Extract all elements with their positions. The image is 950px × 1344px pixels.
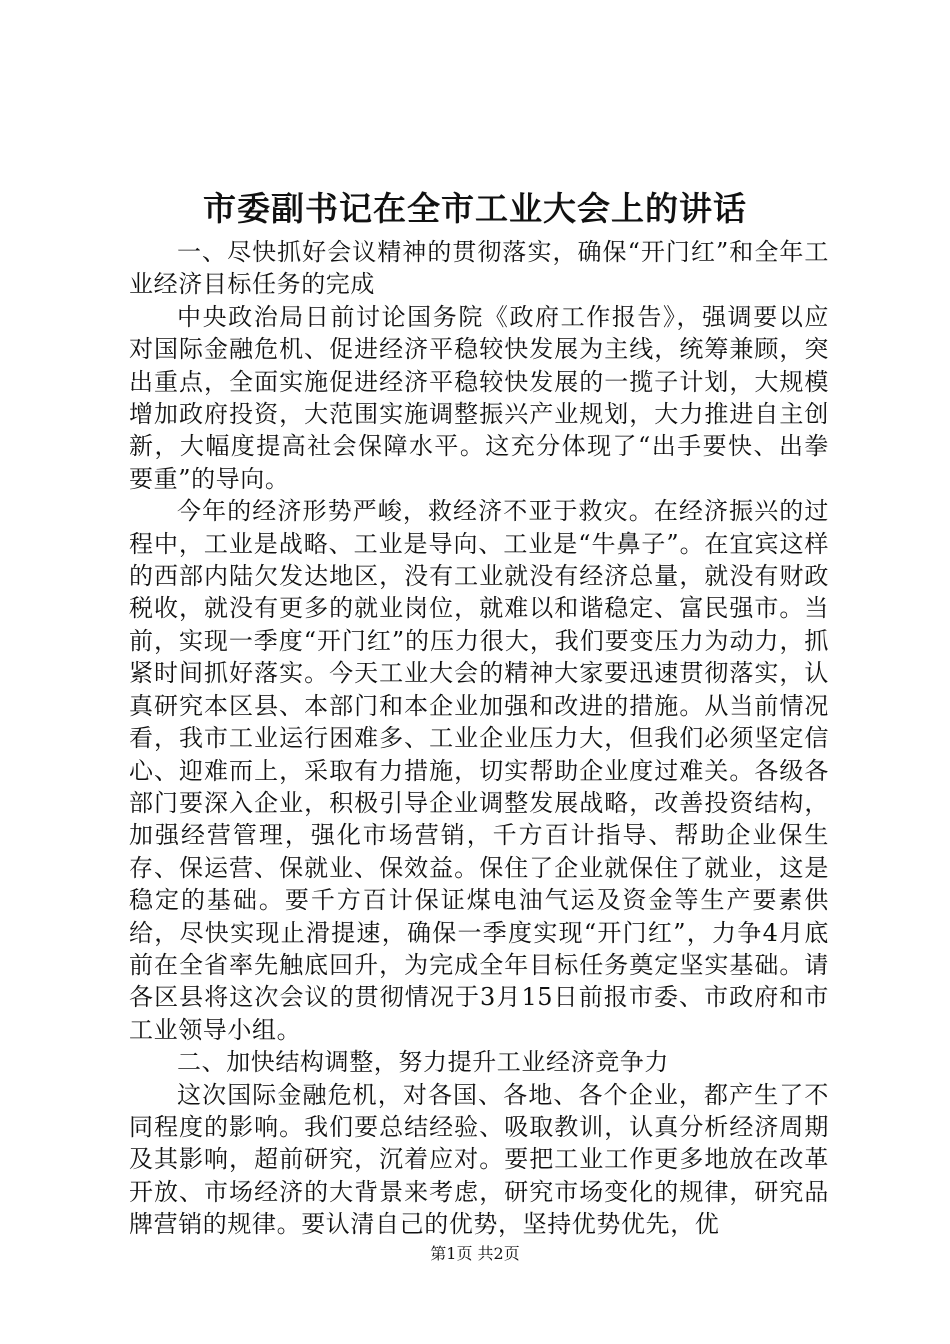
body-paragraph: 中央政治局日前讨论国务院《政府工作报告》，强调要以应对国际金融危机、促进经济平稳较快发展为主线，统筹兼顾，突出重点，全面实施促进经济平稳较快发展的一揽子计划，大规模增加政府投资，大范围实施调整振兴产业规划，大力推进自主创新，大幅度提高社会保障水平。这充分体现了“出手要快、出拳要重”的导向。: [129, 302, 829, 493]
body-paragraph: 今年的经济形势严峻，救经济不亚于救灾。在经济振兴的过程中，工业是战略、工业是导向、工业是“牛鼻子”。在宜宾这样的西部内陆欠发达地区，没有工业就没有经济总量，就没有财政税收，就没有更多的就业岗位，就难以和谐稳定、富民强市。当前，实现一季度“开门红”的压力很大，我们要变压力为动力，抓紧时间抓好落实。今天工业大会的精神大家要迅速贯彻落实，认真研究本区县、本部门和本企业加强和改进的措施。从当前情况看，我市工业运行困难多、工业企业压力大，但我们必须坚定信心、迎难而上，采取有力措施，切实帮助企业度过难关。各级各部门要深入企业，积极引导企业调整发展战略，改善投资结构，加强经营管理，强化市场营销，千方百计指导、帮助企业保生存、保运营、保就业、保效益。保住了企业就保住了就业，这是稳定的基础。要千方百计保证煤电油气运及资金等生产要素供给，尽快实现止滑提速，确保一季度实现“开门红”，力争4月底前在全省率先触底回升，为完成全年目标任务奠定坚实基础。请各区县将这次会议的贯彻情况于3月15日前报市委、市政府和市工业领导小组。: [129, 497, 829, 1044]
document-title: 市委副书记在全市工业大会上的讲话: [203, 189, 747, 228]
document-body: [129, 236, 829, 1241]
section-heading-2: 二、加快结构调整，努力提升工业经济竞争力: [177, 1048, 669, 1077]
page-footer: 第1页 共2页: [430, 1244, 520, 1263]
section-heading-1: 一、尽快抓好会议精神的贯彻落实，确保“开门红”和全年工业经济目标任务的完成: [129, 238, 829, 299]
body-paragraph: 这次国际金融危机，对各国、各地、各个企业，都产生了不同程度的影响。我们要总结经验、吸取教训，认真分析经济周期及其影响，超前研究，沉着应对。要把工业工作更多地放在改革开放、市场经济的大背景来考虑，研究市场变化的规律，研究品牌营销的规律。要认清自己的优势，坚持优势优先，优: [129, 1080, 829, 1239]
